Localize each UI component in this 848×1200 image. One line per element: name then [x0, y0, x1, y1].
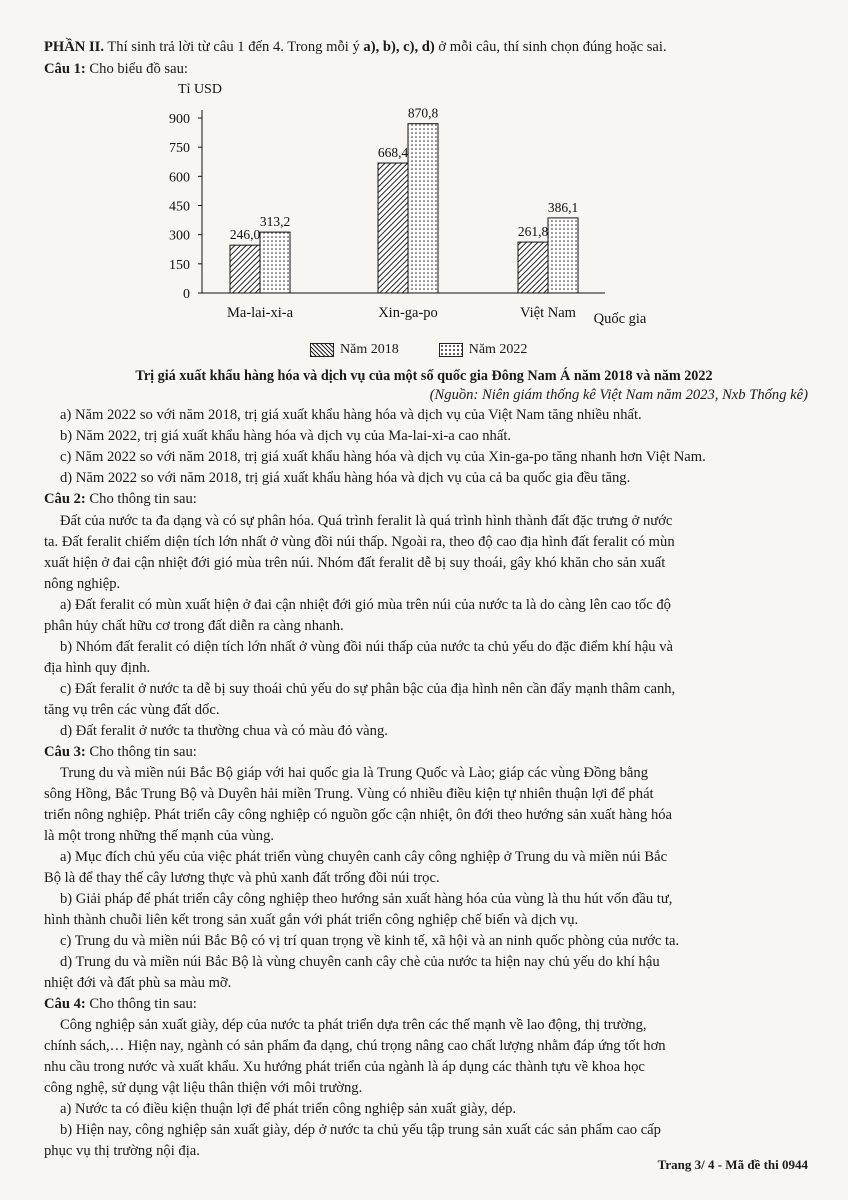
page-footer: Trang 3/ 4 - Mã đề thi 0944	[657, 1157, 808, 1172]
part-title: PHẦN II.	[44, 39, 104, 55]
q3-passage-line: triển nông nghiệp. Phát triển cây công nghiệp có nguồn gốc cận nhiệt, ôn đới theo hướng sản xuất hàng hóa	[44, 807, 673, 823]
x-tick-label: Ma-lai-xi-a	[226, 305, 294, 321]
q3-statement-d: d) Trung du và miền núi Bắc Bộ là vùng chuyên canh cây chè của nước ta hiện nay chủ yếu do khí hậu	[60, 954, 660, 970]
bar-chart	[150, 75, 670, 365]
data-label: 261,8	[517, 224, 549, 240]
y-tick-label: 750	[169, 141, 190, 157]
q3-statement-a: a) Mục đích chủ yếu của việc phát triển vùng chuyên canh cây công nghiệp ở Trung du và miền núi Bắc	[60, 849, 668, 865]
q3-statement-c: c) Trung du và miền núi Bắc Bộ có vị trí quan trọng về kinh tế, xã hội và an ninh quốc phòng của nước ta.	[60, 933, 680, 949]
q2-statement-b: b) Nhóm đất feralit có diện tích lớn nhất ở vùng đồi núi thấp của nước ta chủ yếu do đặc điểm khí hậu và	[60, 639, 674, 655]
x-tick-label: Việt Nam	[520, 305, 576, 321]
legend-swatch-2022	[439, 343, 463, 357]
bar-2022	[408, 124, 438, 293]
chart-caption: Trị giá xuất khẩu hàng hóa và dịch vụ của một số quốc gia Đông Nam Á năm 2018 và năm 2022	[135, 368, 713, 384]
q1-heading: Câu 1: Cho biểu đồ sau:	[44, 61, 188, 77]
chart-legend	[310, 342, 527, 358]
q3-statement-b-cont: hình thành chuỗi liên kết trong sản xuất gắn với phát triển công nghiệp chế biến và dịch vụ.	[44, 912, 579, 928]
q2-statement-c-cont: tăng vụ trên các vùng đất dốc.	[44, 702, 220, 718]
y-tick-label: 600	[169, 170, 190, 186]
q4-passage-line: công nghệ, sử dụng vật liệu thân thiện với môi trường.	[44, 1080, 363, 1096]
x-tick-label: Xin-ga-po	[378, 305, 438, 321]
y-tick-label: 450	[169, 199, 190, 215]
q2-passage-line: ta. Đất feralit chiếm diện tích lớn nhất ở vùng đồi núi thấp. Ngoài ra, theo độ cao địa hình đất feralit có mùn	[44, 534, 675, 550]
y-axis-label: Tỉ USD	[178, 82, 222, 97]
data-label: 246,0	[229, 227, 261, 243]
data-label: 668,4	[377, 145, 409, 161]
bar-2018	[378, 163, 408, 293]
part-instruction: PHẦN II. Thí sinh trả lời từ câu 1 đến 4. Trong mỗi ý a), b), c), d) ở mỗi câu, thí sinh chọn đúng hoặc sai.	[44, 39, 667, 55]
q3-statement-b: b) Giải pháp để phát triển cây công nghiệp theo hướng sản xuất hàng hóa của vùng là thu hút vốn đầu tư,	[60, 891, 673, 907]
q1-statement-a: a) Năm 2022 so với năm 2018, trị giá xuất khẩu hàng hóa và dịch vụ của Việt Nam tăng nhiều nhất.	[60, 407, 642, 423]
q4-statement-b-cont: phục vụ thị trường nội địa.	[44, 1143, 200, 1159]
q3-heading: Câu 3: Cho thông tin sau:	[44, 744, 197, 760]
q4-statement-a: a) Nước ta có điều kiện thuận lợi để phát triển công nghiệp sản xuất giày, dép.	[60, 1101, 517, 1117]
legend-item-2018: Năm 2018	[310, 342, 399, 358]
q3-statement-d-cont: nhiệt đới và đất phù sa màu mỡ.	[44, 975, 232, 991]
bar-2018	[518, 242, 548, 293]
legend-item-2022: Năm 2022	[439, 342, 528, 358]
q2-passage-line: xuất hiện ở đai cận nhiệt đới gió mùa trên núi. Nhóm đất feralit dễ bị suy thoái, gây khó khăn cho sản xuất	[44, 555, 666, 571]
q2-heading: Câu 2: Cho thông tin sau:	[44, 491, 197, 507]
q3-passage-line: Trung du và miền núi Bắc Bộ giáp với hai quốc gia là Trung Quốc và Lào; giáp các vùng Đồng bằng	[60, 765, 648, 781]
q1-statement-c: c) Năm 2022 so với năm 2018, trị giá xuất khẩu hàng hóa và dịch vụ của Xin-ga-po tăng nhanh hơn Việt Nam.	[60, 449, 706, 465]
q3-statement-a-cont: Bộ là để thay thế cây lương thực và phủ xanh đất trống đồi núi trọc.	[44, 870, 440, 886]
q2-statement-a: a) Đất feralit có mùn xuất hiện ở đai cận nhiệt đới gió mùa trên núi của nước ta là do càng lên cao tốc độ	[60, 597, 671, 613]
q4-statement-b: b) Hiện nay, công nghiệp sản xuất giày, dép ở nước ta chủ yếu tập trung sản xuất các sản phẩm cao cấp	[60, 1122, 661, 1138]
q2-statement-b-cont: địa hình quy định.	[44, 660, 151, 676]
data-label: 870,8	[407, 105, 439, 121]
bar-2018	[230, 245, 260, 293]
x-axis-label: Quốc gia	[593, 311, 647, 327]
data-label: 313,2	[259, 214, 291, 230]
y-tick-label: 900	[169, 112, 190, 127]
q1-statement-d: d) Năm 2022 so với năm 2018, trị giá xuất khẩu hàng hóa và dịch vụ của cả ba quốc gia đều tăng.	[60, 470, 631, 486]
data-label: 386,1	[547, 199, 579, 215]
q2-statement-c: c) Đất feralit ở nước ta dễ bị suy thoái chủ yếu do sự phân bậc của địa hình nên cần đẩy mạnh thâm canh,	[60, 681, 676, 697]
q2-statement-a-cont: phân hủy chất hữu cơ trong đất diễn ra càng nhanh.	[44, 618, 344, 634]
y-tick-label: 300	[169, 228, 190, 244]
q3-passage-line: sông Hồng, Bắc Trung Bộ và Duyên hải miền Trung. Vùng có nhiều điều kiện tự nhiên thuận lợi để phát	[44, 786, 654, 802]
q4-passage-line: Công nghiệp sản xuất giày, dép của nước ta phát triển dựa trên các thế mạnh về lao động, thị trường,	[60, 1017, 647, 1033]
legend-swatch-2018	[310, 343, 334, 357]
bar-2022	[260, 232, 290, 293]
q2-passage-line: Đất của nước ta đa dạng và có sự phân hóa. Quá trình feralit là quá trình hình thành đất đặc trưng ở nước	[60, 513, 673, 529]
q4-passage-line: nhu cầu trong nước và xuất khẩu. Xu hướng phát triển của ngành là áp dụng các thành tựu về khoa học	[44, 1059, 645, 1075]
q2-passage-line: nông nghiệp.	[44, 576, 121, 592]
q4-passage-line: chính sách,… Hiện nay, ngành có sản phẩm đa dạng, chú trọng nâng cao chất lượng nhằm đáp ứng tốt hơn	[44, 1038, 666, 1054]
y-tick-label: 0	[183, 287, 190, 302]
q3-passage-line: là một trong những thế mạnh của vùng.	[44, 828, 275, 844]
bar-2022	[548, 218, 578, 293]
q4-heading: Câu 4: Cho thông tin sau:	[44, 996, 197, 1012]
y-tick-label: 150	[169, 257, 190, 273]
q2-statement-d: d) Đất feralit ở nước ta thường chua và có màu đỏ vàng.	[60, 723, 388, 739]
q1-statement-b: b) Năm 2022, trị giá xuất khẩu hàng hóa và dịch vụ của Ma-lai-xi-a cao nhất.	[60, 428, 512, 444]
chart-source: (Nguồn: Niên giám thống kê Việt Nam năm 2023, Nxb Thống kê)	[429, 387, 808, 403]
